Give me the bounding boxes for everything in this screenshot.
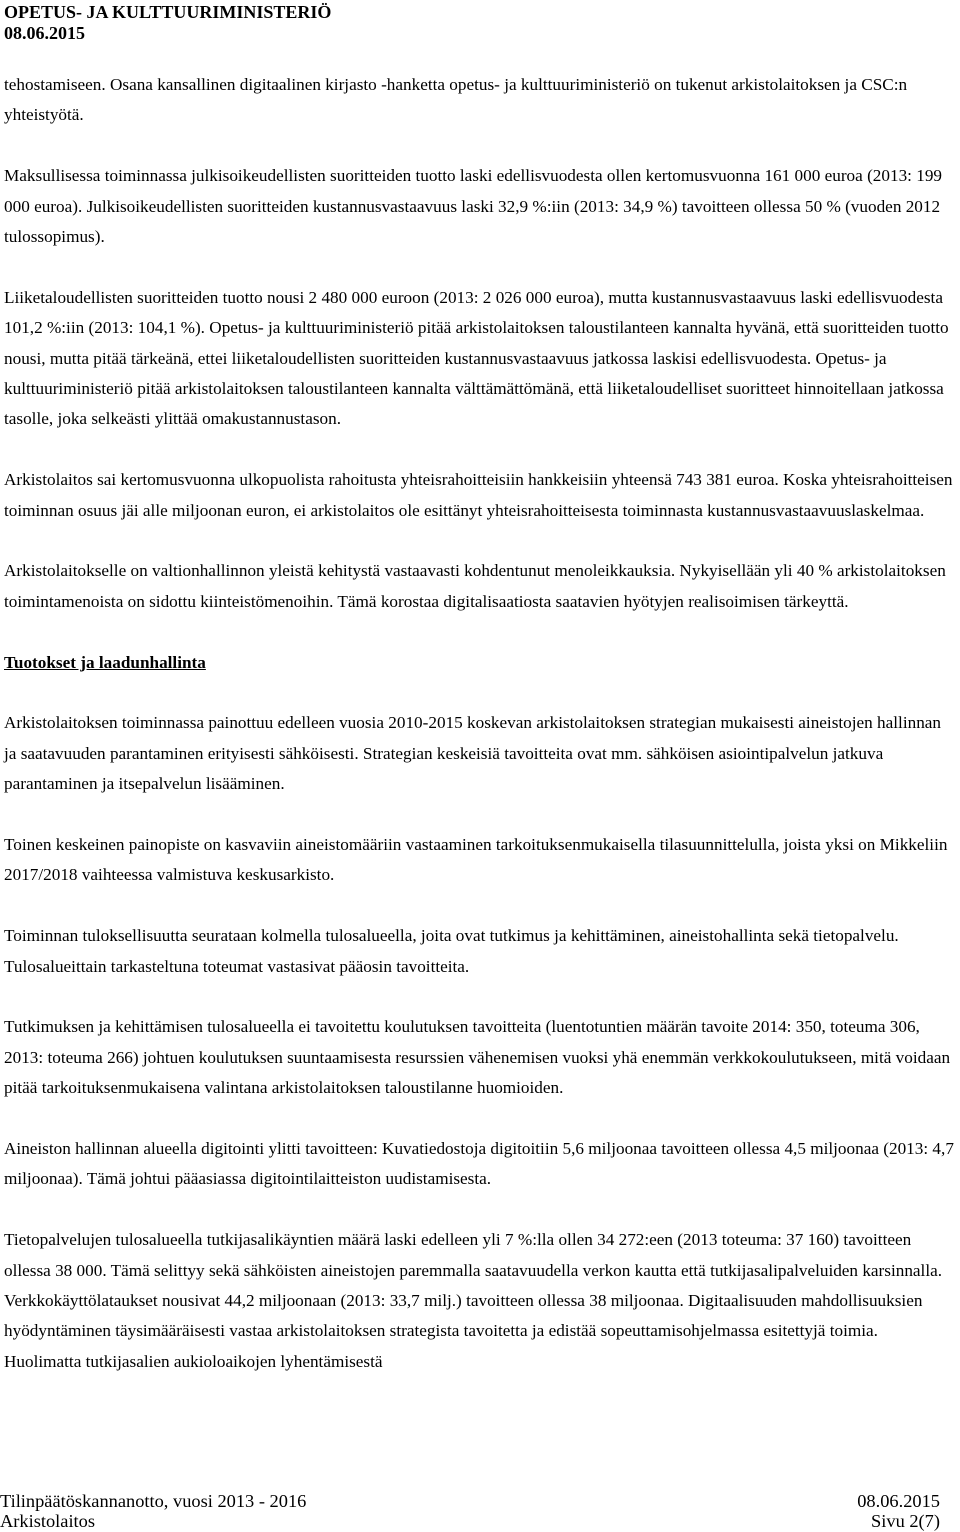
header-date: 08.06.2015	[4, 23, 85, 43]
paragraph: Arkistolaitokselle on valtionhallinnon yleistä kehitystä vastaavasti kohdentunut menoleikkauksia. Nykyisellään yli 40 % arkistolaitoksen toimintamenoista on sidottu kiinteistömenoihin. Tämä korostaa digitalisaatiosta saatavien hyötyjen realisoimisen tärkeyttä.	[4, 561, 946, 611]
paragraph: tehostamiseen. Osana kansallinen digitaalinen kirjasto -hanketta opetus- ja kulttuuriministeriö on tukenut arkistolaitoksen ja CSC:n yhteistyötä.	[4, 75, 908, 125]
paragraph: Maksullisessa toiminnassa julkisoikeudellisten suoritteiden tuotto laski edellisvuodesta ollen kertomusvuonna 161 000 euroa (2013: 199 000 euroa). Julkisoikeudellisten suoritteiden kustannusvastaavuus laski 32,9 %:iin (2013: 34,9 %) tavoitteen ollessa 50 % (vuoden 2012 tulossopimus).	[4, 166, 943, 247]
paragraph: Tietopalvelujen tulosalueella tutkijasalikäyntien määrä laski edelleen yli 7 %:lla ollen 34 272:een (2013 toteuma: 37 160) tavoitteen ollessa 38 000. Tämä selittyy sekä sähköisten aineistojen paremmalla saatavuudella verkon kautta että tutkijasalipalveluiden karsinnalla. Verkkokäyttölataukset nousivat 44,2 miljoonaan (2013: 33,7 milj.) tavoitteen ollessa 38 miljoonaa. Digitaalisuuden mahdollisuuksien hyödyntäminen täysimääräisesti vastaa arkistolaitoksen strategista tavoitetta ja edistää sopeuttamisohjelmassa esitettyjä toimia. Huolimatta tutkijasalien aukioloaikojen lyhentämisestä	[4, 1230, 943, 1371]
footer-document-title: Tilinpäätöskannanotto, vuosi 2013 - 2016	[0, 1491, 307, 1511]
paragraph: Toinen keskeinen painopiste on kasvaviin aineistomääriin vastaaminen tarkoituksenmukaisella tilasuunnittelulla, joista yksi on Mikkeliin 2017/2018 vaihteessa valmistuva keskusarkisto.	[4, 835, 948, 885]
paragraph: Toiminnan tuloksellisuutta seurataan kolmella tulosalueella, joita ovat tutkimus ja kehittäminen, aineistohallinta sekä tietopalvelu. Tulosalueittain tarkasteltuna toteumat vastasivat pääosin tavoitteita.	[4, 926, 899, 976]
paragraph: Tutkimuksen ja kehittämisen tulosalueella ei tavoitettu koulutuksen tavoitteita (luentotuntien määrän tavoite 2014: 350, toteuma 306, 2013: toteuma 266) johtuen koulutuksen suuntaamisesta resurssien vähenemisen vuoksi yhä enemmän verkkokoulutukseen, mitä voidaan pitää tarkoituksenmukaisena valintana arkistolaitoksen taloustilanne huomioiden.	[4, 1017, 951, 1098]
paragraph: Aineiston hallinnan alueella digitointi ylitti tavoitteen: Kuvatiedostoja digitoitiin 5,6 miljoonaa tavoitteen ollessa 4,5 miljoonaa (2013: 4,7 miljoonaa). Tämä johtui pääasiassa digitointilaitteiston uudistamisesta.	[4, 1139, 954, 1189]
document-body	[4, 70, 954, 1377]
ministry-title: OPETUS- JA KULTTUURIMINISTERIÖ	[4, 2, 332, 22]
paragraph: Arkistolaitos sai kertomusvuonna ulkopuolista rahoitusta yhteisrahoitteisiin hankkeisiin yhteensä 743 381 euroa. Koska yhteisrahoitteisen toiminnan osuus jäi alle miljoonan euron, ei arkistolaitos ole esittänyt yhteisrahoitteisesta toiminnasta kustannusvastaavuuslaskelmaa.	[4, 470, 953, 520]
footer-page-number: Sivu 2(7)	[871, 1511, 940, 1531]
section-heading: Tuotokset ja laadunhallinta	[4, 652, 206, 672]
footer-organization: Arkistolaitos	[0, 1511, 96, 1531]
paragraph: Arkistolaitoksen toiminnassa painottuu edelleen vuosia 2010-2015 koskevan arkistolaitoksen strategian mukaisesti aineistojen hallinnan ja saatavuuden parantaminen erityisesti sähköisesti. Strategian keskeisiä tavoitteita ovat mm. sähköisen asiointipalvelun jatkuva parantaminen ja itsepalvelun lisääminen.	[4, 713, 942, 794]
paragraph: Liiketaloudellisten suoritteiden tuotto nousi 2 480 000 euroon (2013: 2 026 000 euroa), mutta kustannusvastaavuus laski edellisvuodesta 101,2 %:iin (2013: 104,1 %). Opetus- ja kulttuuriministeriö pitää arkistolaitoksen taloustilanteen kannalta hyvänä, että suoritteiden tuotto nousi, mutta pitää tärkeänä, ettei liiketaloudellisten suoritteiden kustannusvastaavuus jatkossa laskisi edellisvuodesta. Opetus- ja kulttuuriministeriö pitää arkistolaitoksen taloustilanteen kannalta välttämättömänä, että liiketaloudelliset suoritteet hinnoitellaan jatkossa tasolle, joka selkeästi ylittää omakustannustason.	[4, 287, 949, 429]
page-header	[4, 2, 331, 44]
footer-date: 08.06.2015	[857, 1491, 940, 1511]
